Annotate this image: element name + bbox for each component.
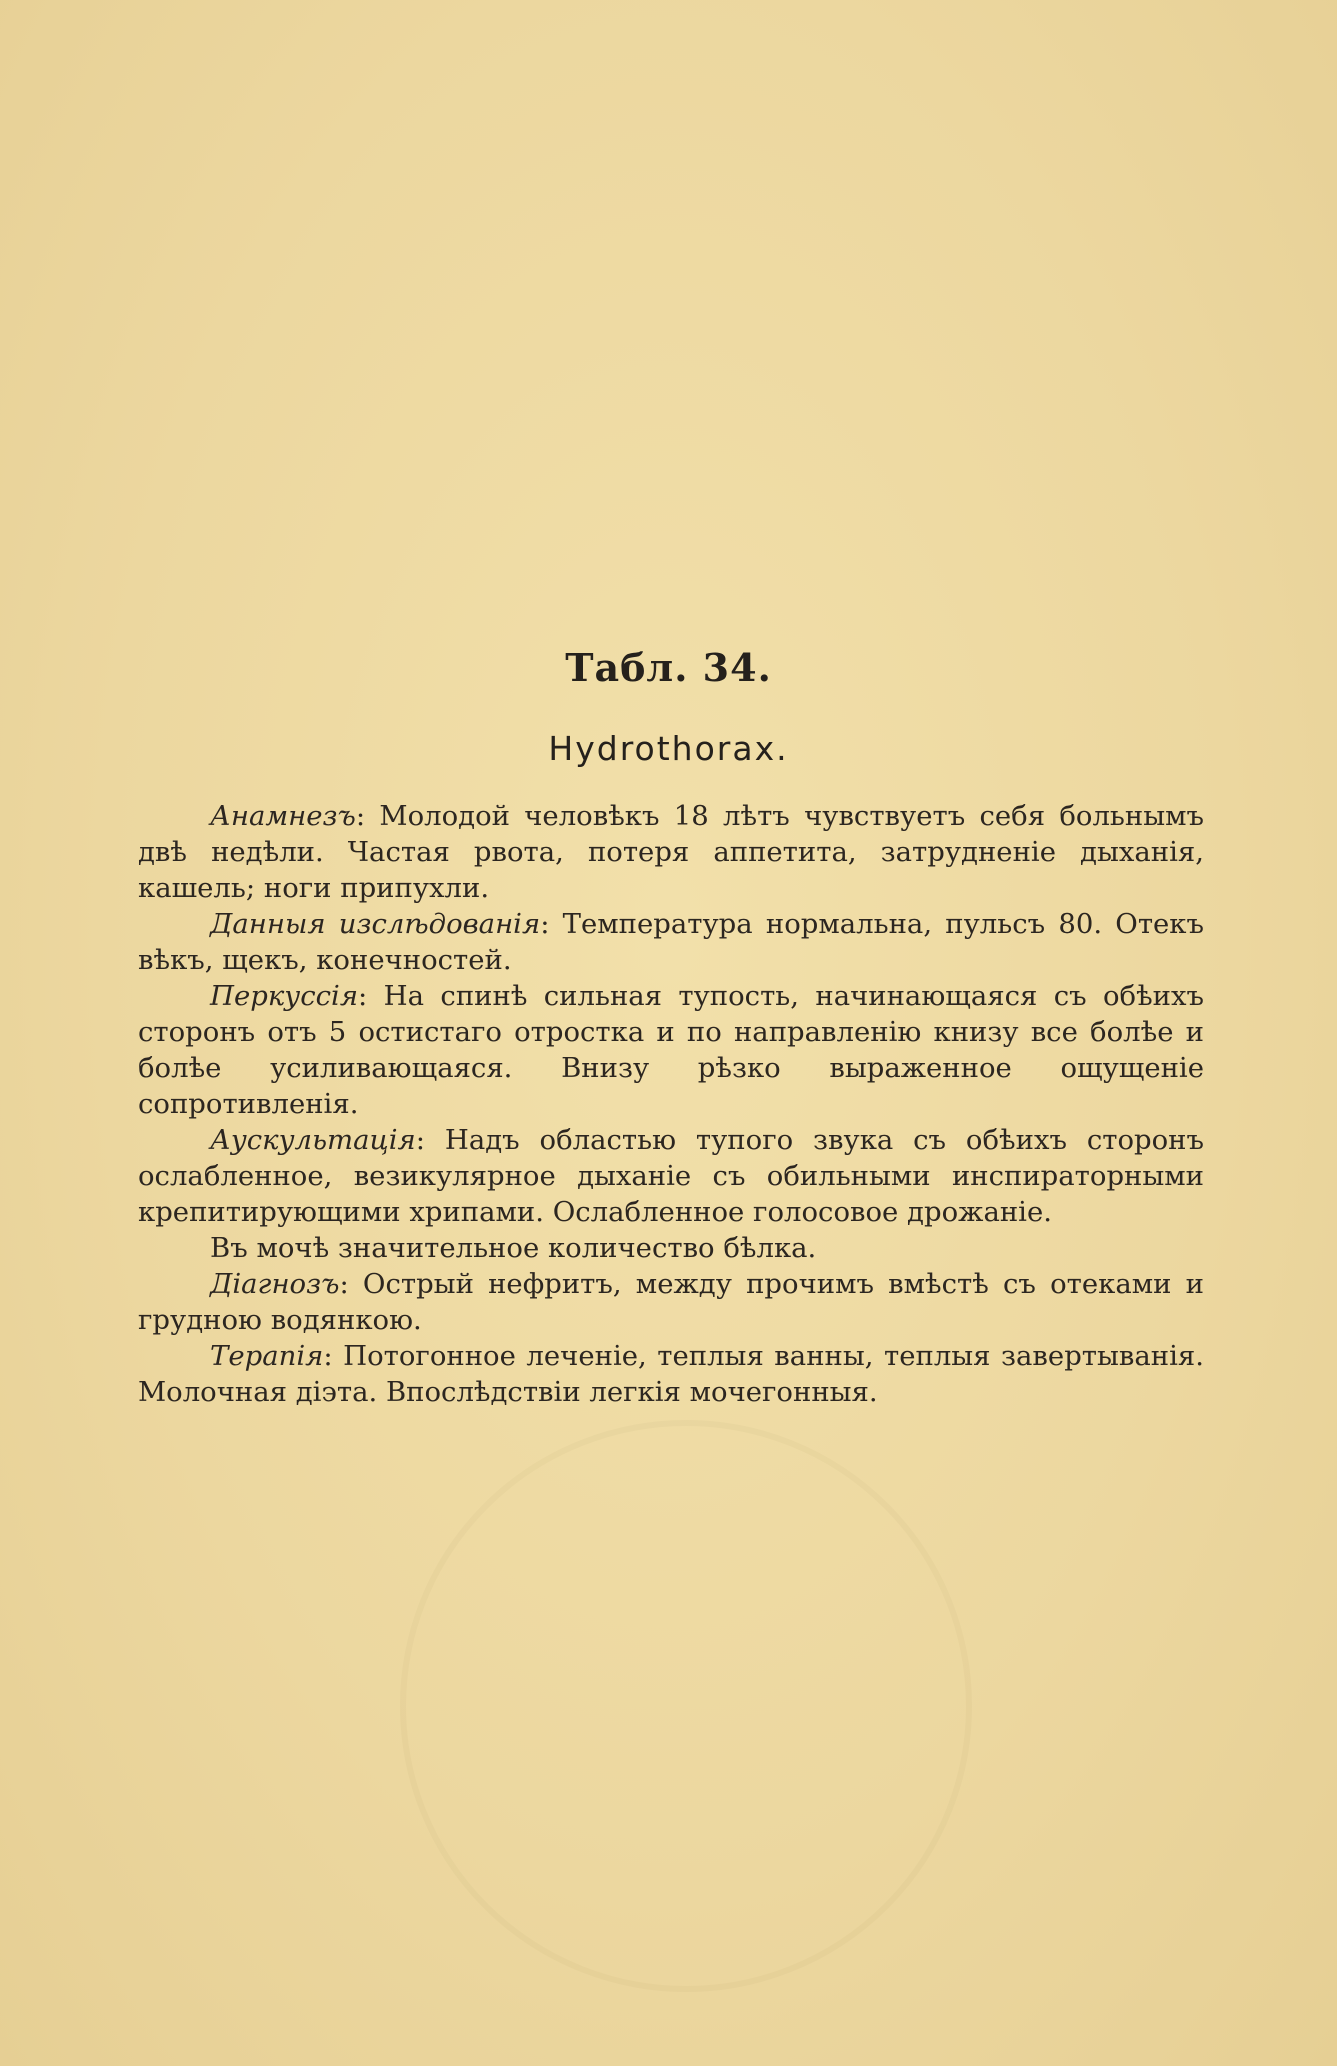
case-description: [138, 798, 1204, 1410]
paragraph-urine: [138, 1230, 1204, 1266]
text-auscultation: : Надъ областью тупого звука съ обѣихъ сторонъ ослабленное, везикулярное дыханіе съ обильными инспираторными крепитирующими хрипами. Ослабленное голосовое дрожаніе.: [138, 1124, 1204, 1228]
label-percussion: Перкуссія: [210, 980, 359, 1012]
paragraph-auscultation: [138, 1122, 1204, 1230]
label-auscultation: Аускультація: [210, 1124, 416, 1156]
paragraph-examination: [138, 906, 1204, 978]
text-therapy: : Потогонное леченіе, теплыя ванны, теплыя завертыванія. Молочная діэта. Впослѣдствіи легкія мочегонныя.: [138, 1340, 1204, 1408]
plate-subtitle: Hydrothorax.: [548, 729, 789, 768]
paragraph-anamnesis: [138, 798, 1204, 906]
label-examination: Данныя изслѣдованія: [210, 908, 541, 940]
label-therapy: Терапія: [210, 1340, 324, 1372]
text-examination: : Температура нормальна, пульсъ 80. Отекъ вѣкъ, щекъ, конечностей.: [138, 908, 1204, 976]
text-percussion: : На спинѣ сильная тупость, начинающаяся съ обѣихъ сторонъ отъ 5 остистаго отростка и по направленію книзу все болѣе и болѣе усиливающаяся. Внизу рѣзко выраженное ощущеніе сопротивленія.: [138, 980, 1204, 1120]
text-anamnesis: : Молодой человѣкъ 18 лѣтъ чувствуетъ себя больнымъ двѣ недѣли. Частая рвота, потеря аппетита, затрудненіе дыханія, кашель; ноги припухли.: [138, 800, 1204, 904]
paragraph-therapy: [138, 1338, 1204, 1410]
label-diagnosis: Діагнозъ: [210, 1268, 340, 1300]
plate-title: Табл. 34.: [565, 645, 772, 690]
show-through-shadow: [400, 1420, 972, 1992]
text-diagnosis: : Острый нефритъ, между прочимъ вмѣстѣ съ отеками и грудною водянкою.: [138, 1268, 1204, 1336]
paragraph-diagnosis: [138, 1266, 1204, 1338]
label-anamnesis: Анамнезъ: [210, 800, 356, 832]
paragraph-percussion: [138, 978, 1204, 1122]
text-urine: Въ мочѣ значительное количество бѣлка.: [210, 1232, 817, 1264]
